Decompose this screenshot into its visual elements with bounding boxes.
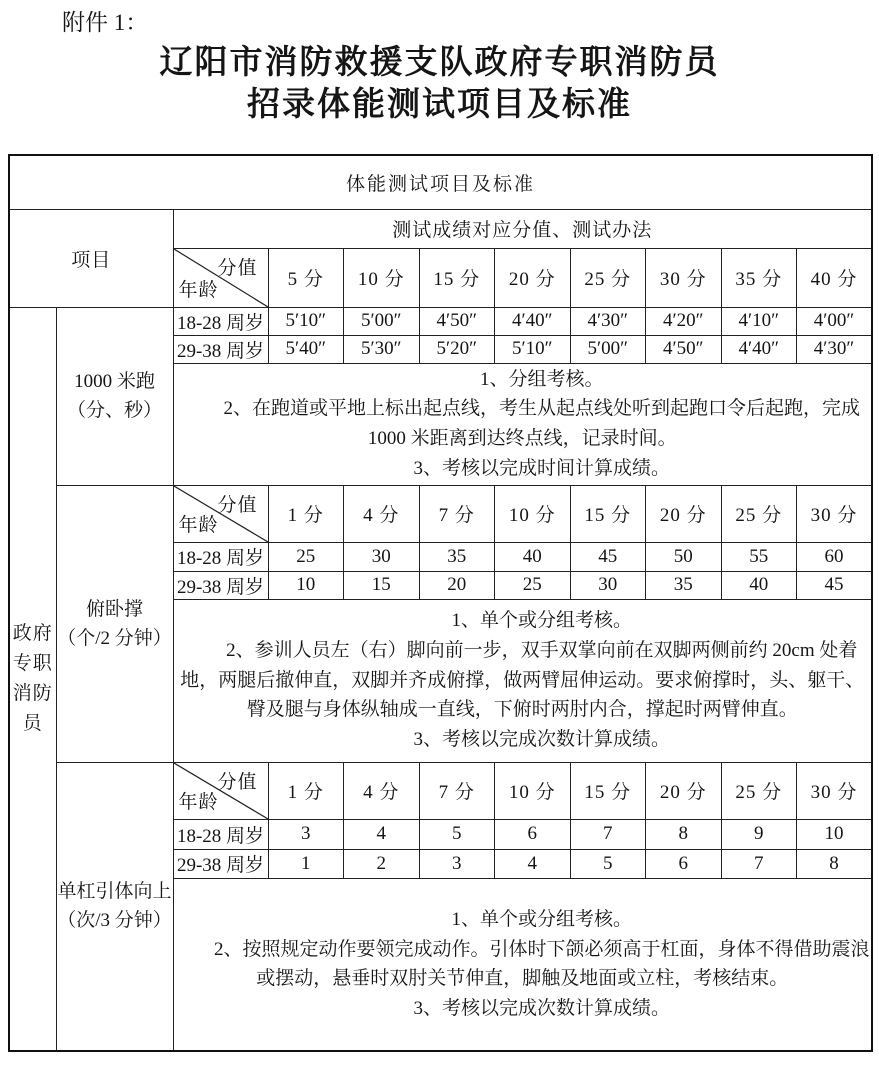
value-cell: 40 [495, 542, 571, 571]
score-col-header: 30 分 [797, 485, 873, 542]
value-cell: 5 [419, 819, 495, 849]
value-cell: 35 [646, 571, 722, 599]
score-method-header: 测试成绩对应分值、测试办法 [173, 209, 872, 248]
score-col-header: 1 分 [268, 485, 344, 542]
value-cell: 7 [570, 819, 646, 849]
value-cell: 10 [797, 819, 873, 849]
score-col-header: 25 分 [721, 485, 797, 542]
note-line: 1、单个或分组考核。 [451, 909, 632, 930]
age-cell: 18-28 周岁 [173, 819, 268, 849]
value-cell: 6 [495, 819, 571, 849]
value-cell: 8 [797, 849, 873, 878]
note-line: 2、按照规定动作要领完成动作。引体时下颌必须高于杠面，身体不得借助震浪或摆动，悬垂时双肘关节伸直，脚触及地面或立柱，考核结束。 [213, 938, 870, 990]
value-cell: 25 [495, 571, 571, 599]
score-col-header: 20 分 [646, 762, 722, 819]
value-cell: 6 [646, 849, 722, 878]
item-name-line2: （次/3 分钟） [57, 910, 172, 932]
score-col-header: 5 分 [268, 248, 344, 307]
value-cell: 20 [419, 571, 495, 599]
diagonal-header-cell [173, 248, 268, 307]
note-line: 1、分组考核。 [479, 368, 604, 390]
age-cell: 29-38 周岁 [173, 571, 268, 599]
diagonal-score-label: 分值 [217, 494, 258, 516]
value-cell: 3 [419, 849, 495, 878]
score-col-header: 20 分 [495, 248, 571, 307]
score-col-header: 15 分 [570, 485, 646, 542]
age-cell: 29-38 周岁 [173, 335, 268, 363]
value-cell: 4 [495, 849, 571, 878]
item-name-line1: 单杠引体向上 [57, 881, 172, 903]
item-name-line1: 1000 米跑 [74, 371, 155, 392]
value-cell: 40 [721, 571, 797, 599]
note-line: 3、考核以完成时间计算成绩。 [413, 457, 670, 479]
note-line: 3、考核以完成次数计算成绩。 [413, 728, 670, 750]
item-name-cell [56, 762, 173, 1051]
notes-cell [173, 878, 872, 1051]
score-col-header: 7 分 [419, 485, 495, 542]
score-col-header: 30 分 [797, 762, 873, 819]
score-col-header: 10 分 [495, 762, 571, 819]
value-cell: 5 [570, 849, 646, 878]
value-cell: 5′10″ [495, 335, 571, 363]
value-cell: 5′10″ [268, 307, 344, 335]
value-cell: 4′50″ [419, 307, 495, 335]
value-cell: 60 [797, 542, 873, 571]
value-cell: 15 [344, 571, 420, 599]
value-cell: 9 [721, 819, 797, 849]
doc-title-line1: 辽阳市消防救援支队政府专职消防员 [159, 45, 720, 81]
value-cell: 4′00″ [797, 307, 873, 335]
note-line: 3、考核以完成次数计算成绩。 [413, 997, 670, 1019]
diagonal-score-label: 分值 [217, 257, 258, 279]
doc-title [0, 42, 879, 126]
category-header: 项目 [9, 209, 173, 307]
score-col-header: 25 分 [721, 762, 797, 819]
score-col-header: 4 分 [344, 762, 420, 819]
value-cell: 4′20″ [646, 307, 722, 335]
value-cell: 8 [646, 819, 722, 849]
diagonal-header-cell [173, 762, 268, 819]
diagonal-header-cell [173, 485, 268, 542]
value-cell: 4′50″ [646, 335, 722, 363]
item-name-cell [56, 485, 173, 762]
value-cell: 5′30″ [344, 335, 420, 363]
item-name-line2: （个/2 分钟） [57, 627, 172, 649]
score-col-header: 20 分 [646, 485, 722, 542]
value-cell: 50 [646, 542, 722, 571]
value-cell: 3 [268, 819, 344, 849]
attachment-label: 附件 1： [62, 10, 149, 35]
group-label-cell: 政府专职消防员 [9, 307, 56, 1051]
diagonal-score-label: 分值 [217, 771, 258, 793]
note-line: 1、单个或分组考核。 [451, 610, 632, 632]
age-cell: 18-28 周岁 [173, 307, 268, 335]
score-col-header: 10 分 [344, 248, 420, 307]
table-title: 体能测试项目及标准 [9, 155, 872, 209]
value-cell: 1 [268, 849, 344, 878]
value-cell: 7 [721, 849, 797, 878]
score-col-header: 10 分 [495, 485, 571, 542]
diagonal-age-label: 年龄 [178, 279, 219, 301]
value-cell: 2 [344, 849, 420, 878]
value-cell: 4′30″ [797, 335, 873, 363]
score-col-header: 15 分 [570, 762, 646, 819]
value-cell: 30 [570, 571, 646, 599]
score-col-header: 35 分 [721, 248, 797, 307]
value-cell: 55 [721, 542, 797, 571]
item-name-line2: （分、秒） [66, 400, 162, 421]
diagonal-age-label: 年龄 [178, 791, 219, 813]
value-cell: 4′40″ [495, 307, 571, 335]
item-name-line1: 俯卧撑 [85, 598, 143, 620]
note-line: 2、在跑道或平地上标出起点线，考生从起点线处听到起跑口令后起跑，完成 1000 米距离到达终点线，记录时间。 [223, 398, 860, 449]
score-col-header: 4 分 [344, 485, 420, 542]
value-cell: 45 [797, 571, 873, 599]
doc-title-line2: 招录体能测试项目及标准 [247, 87, 632, 123]
value-cell: 10 [268, 571, 344, 599]
diagonal-age-label: 年龄 [178, 514, 219, 536]
value-cell: 30 [344, 542, 420, 571]
value-cell: 35 [419, 542, 495, 571]
item-name-cell [56, 307, 173, 485]
value-cell: 5′00″ [344, 307, 420, 335]
notes-cell [173, 363, 872, 485]
fitness-standards-table [8, 154, 873, 1052]
score-col-header: 30 分 [646, 248, 722, 307]
value-cell: 45 [570, 542, 646, 571]
score-col-header: 25 分 [570, 248, 646, 307]
score-col-header: 1 分 [268, 762, 344, 819]
value-cell: 5′20″ [419, 335, 495, 363]
score-col-header: 40 分 [797, 248, 873, 307]
value-cell: 5′40″ [268, 335, 344, 363]
value-cell: 4′40″ [721, 335, 797, 363]
note-line: 2、参训人员左（右）脚向前一步，双手双掌向前在双脚两侧前约 20cm 处着地，两腿后撤伸直，双脚并齐成俯撑，做两臂屈伸运动。要求俯撑时，头、躯干、臀及腿与身体纵轴成一直线，下俯时两肘内合，撑起时两臂伸直。 [180, 640, 865, 721]
value-cell: 4′10″ [721, 307, 797, 335]
value-cell: 4′30″ [570, 307, 646, 335]
notes-cell [173, 599, 872, 762]
value-cell: 4 [344, 819, 420, 849]
value-cell: 5′00″ [570, 335, 646, 363]
age-cell: 29-38 周岁 [173, 849, 268, 878]
score-col-header: 7 分 [419, 762, 495, 819]
value-cell: 25 [268, 542, 344, 571]
score-col-header: 15 分 [419, 248, 495, 307]
age-cell: 18-28 周岁 [173, 542, 268, 571]
